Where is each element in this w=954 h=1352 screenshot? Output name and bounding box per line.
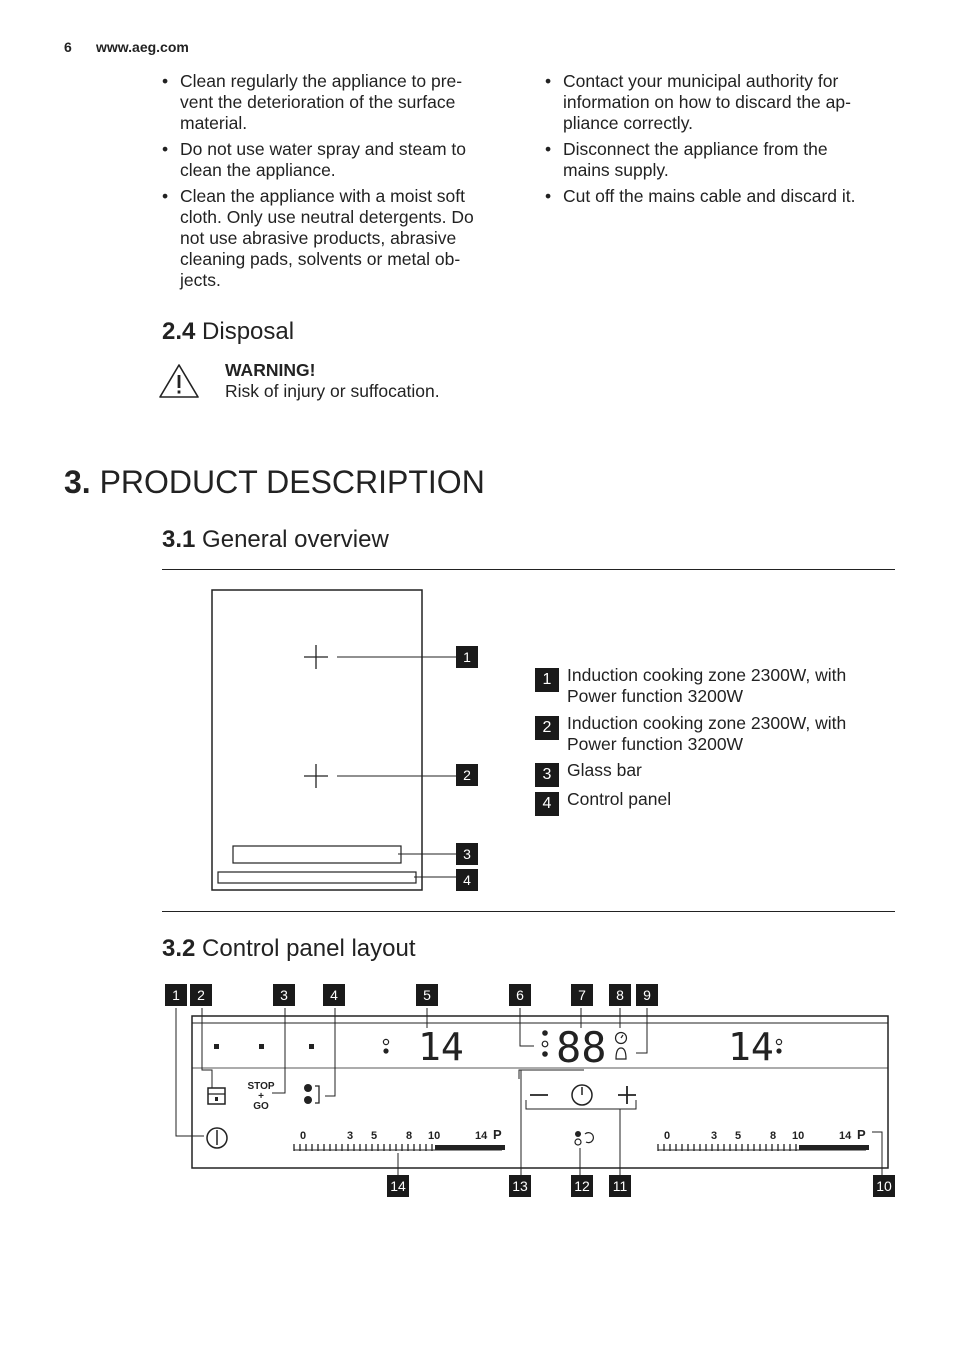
section-heading-3-1: 3.1 General overview <box>162 526 389 553</box>
callout-3: 3 <box>456 843 478 865</box>
svg-text:P: P <box>493 1127 502 1142</box>
svg-text:8: 8 <box>406 1130 413 1142</box>
power-boost-icon <box>304 1084 312 1092</box>
warning-icon <box>158 362 200 400</box>
panel-callout-11: 11 <box>609 1175 631 1197</box>
hob-outline <box>212 590 422 890</box>
warning-text: Risk of injury or suffocation. <box>225 381 440 401</box>
lock-icon <box>208 1088 225 1104</box>
list-item: • Clean the appliance with a moist soft cloth. Only use neutral detergents. Do not use abrasive products, abrasive cleaning pads, solvents or metal ob- jects. <box>162 186 522 291</box>
indicator-dot <box>309 1044 314 1049</box>
panel-callout-6: 6 <box>509 984 531 1006</box>
header-url: www.aeg.com <box>96 39 189 55</box>
list-item: • Clean regularly the appliance to pre- vent the deterioration of the surface material. <box>162 71 522 134</box>
zone-indicator-icon <box>383 1039 388 1044</box>
list-item: • Cut off the mains cable and discard it. <box>545 186 905 207</box>
indicator-dot <box>259 1044 264 1049</box>
panel-callout-2: 2 <box>190 984 212 1006</box>
callout-2: 2 <box>456 764 478 786</box>
divider <box>162 569 895 570</box>
svg-text:+: + <box>258 1091 264 1102</box>
panel-callout-1: 1 <box>165 984 187 1006</box>
svg-text:3: 3 <box>347 1130 354 1142</box>
svg-text:GO: GO <box>253 1101 269 1112</box>
cooking-zone-1-marker <box>304 645 328 669</box>
svg-text:10: 10 <box>428 1130 441 1142</box>
hob-overview-diagram <box>200 580 500 900</box>
svg-text:14: 14 <box>839 1130 852 1142</box>
stop-go-label: STOP <box>247 1081 275 1092</box>
list-item: • Disconnect the appliance from the mains supply. <box>545 139 905 181</box>
panel-callout-8: 8 <box>609 984 631 1006</box>
section-heading-2-4: 2.4 Disposal <box>162 318 295 345</box>
section-heading-3: 3. PRODUCT DESCRIPTION <box>64 464 485 500</box>
zone-select-icon <box>542 1030 548 1036</box>
display-right: 14 <box>728 1025 774 1069</box>
keep-warm-icon <box>575 1131 581 1137</box>
svg-text:0: 0 <box>664 1130 671 1142</box>
panel-callout-14: 14 <box>387 1175 409 1197</box>
glass-bar <box>233 846 401 863</box>
slider-left-labels <box>300 1127 502 1142</box>
slider-right-labels <box>664 1127 866 1142</box>
panel-callout-3: 3 <box>273 984 295 1006</box>
panel-callout-12: 12 <box>571 1175 593 1197</box>
control-panel-strip <box>218 872 416 883</box>
svg-text:5: 5 <box>371 1130 378 1142</box>
warning-title: WARNING! <box>225 360 316 380</box>
svg-text:3: 3 <box>711 1130 718 1142</box>
divider <box>162 911 895 912</box>
bell-icon <box>616 1048 626 1059</box>
disposal-list <box>545 71 905 212</box>
svg-text:14: 14 <box>475 1130 488 1142</box>
callout-1: 1 <box>456 646 478 668</box>
svg-text:0: 0 <box>300 1130 307 1142</box>
timer-display: 88 <box>556 1023 607 1072</box>
cooking-zone-2-marker <box>304 764 328 788</box>
control-panel-diagram <box>160 1008 900 1178</box>
zone-indicator-icon <box>776 1039 781 1044</box>
panel-callout-13: 13 <box>509 1175 531 1197</box>
indicator-dot <box>214 1044 219 1049</box>
svg-text:P: P <box>857 1127 866 1142</box>
svg-text:5: 5 <box>735 1130 742 1142</box>
panel-callout-10: 10 <box>873 1175 895 1197</box>
section-heading-3-2: 3.2 Control panel layout <box>162 935 416 962</box>
svg-text:8: 8 <box>770 1130 777 1142</box>
svg-text:10: 10 <box>792 1130 805 1142</box>
panel-callout-5: 5 <box>416 984 438 1006</box>
display-left: 14 <box>418 1025 464 1069</box>
page-number: 6 <box>64 39 72 55</box>
panel-callout-7: 7 <box>571 984 593 1006</box>
list-item: • Contact your municipal authority for information on how to discard the ap- pliance correctly. <box>545 71 905 134</box>
panel-callout-4: 4 <box>323 984 345 1006</box>
panel-callout-9: 9 <box>636 984 658 1006</box>
list-item: • Do not use water spray and steam to clean the appliance. <box>162 139 522 181</box>
callout-4: 4 <box>456 869 478 891</box>
cleaning-list <box>162 71 522 296</box>
